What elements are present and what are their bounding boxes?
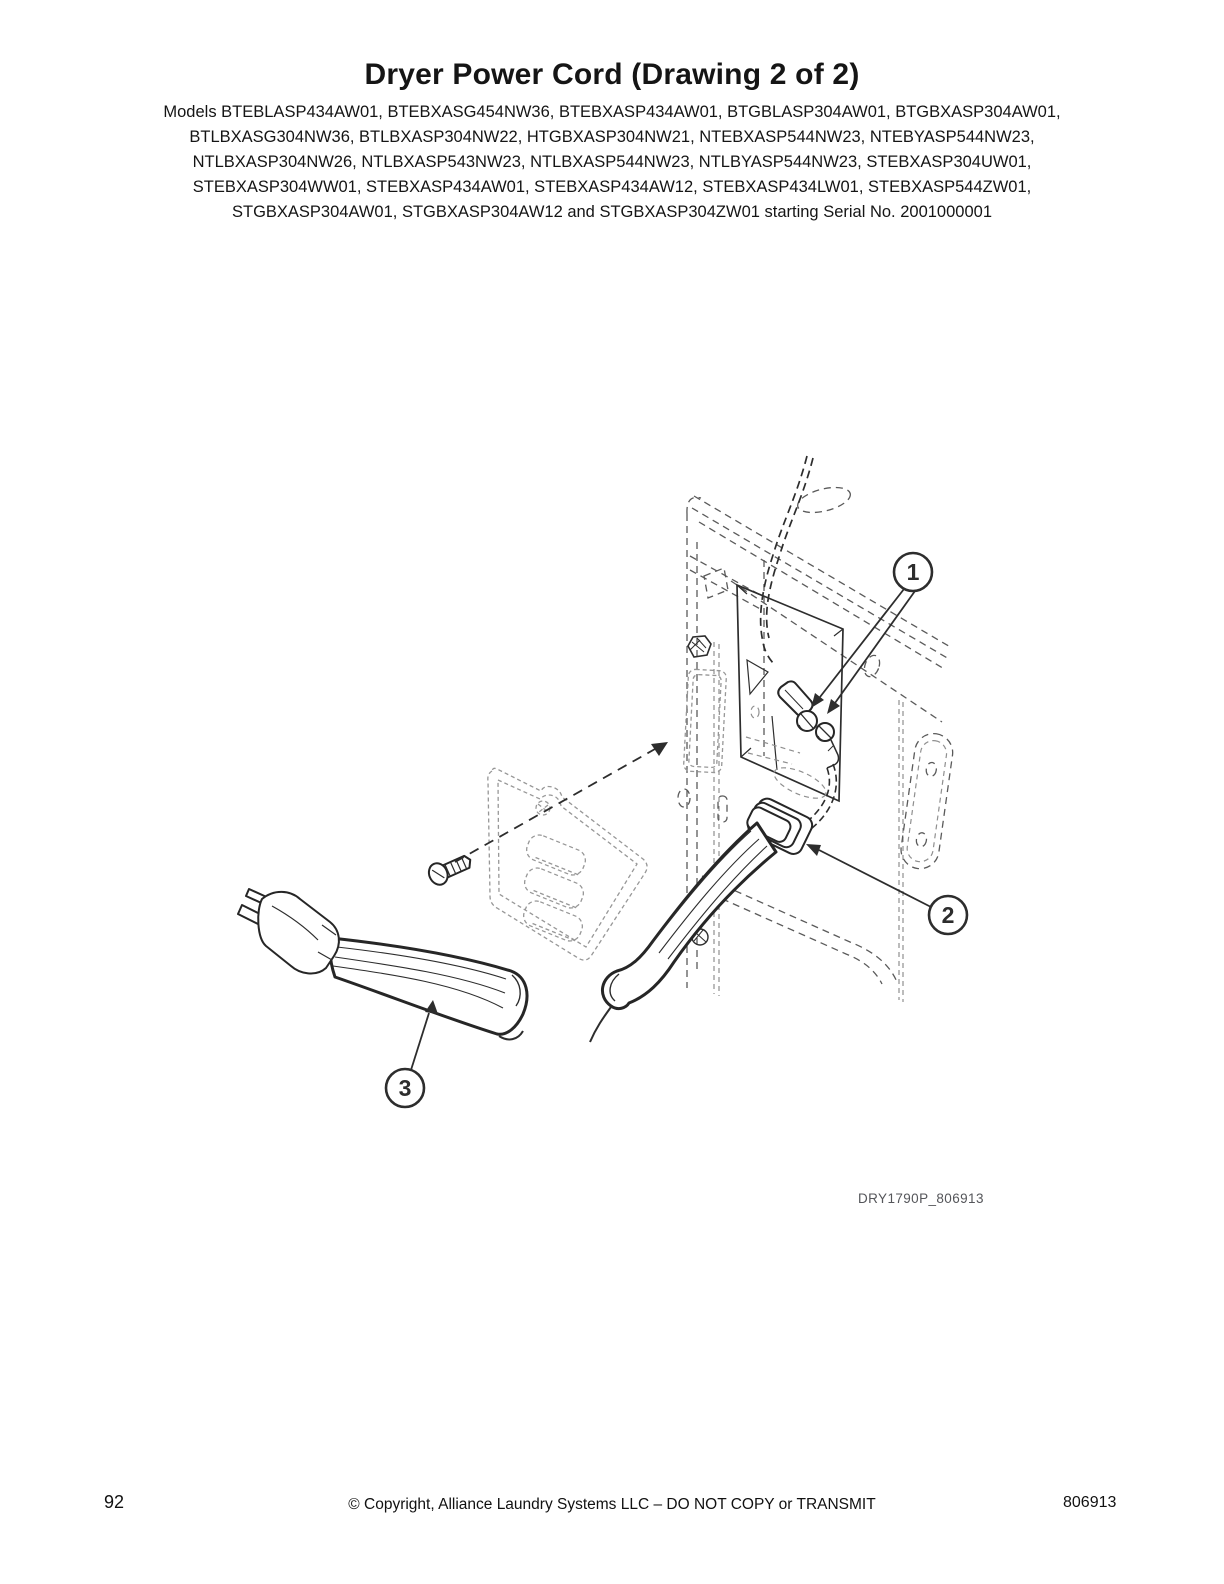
footer-doc-number: 806913 (1063, 1494, 1117, 1511)
power-cord-upper (590, 823, 776, 1042)
power-plug (238, 889, 339, 974)
louver-slot (520, 898, 585, 945)
svg-text:3: 3 (398, 1075, 412, 1101)
callout-2 (806, 844, 967, 934)
models-line: BTLBXASG304NW36, BTLBXASP304NW22, HTGBXASP304NW21, NTEBXASP544NW23, NTEBYASP544NW23, (189, 128, 1035, 146)
svg-text:1: 1 (906, 559, 920, 585)
callout-1 (811, 553, 932, 714)
models-line: Models BTEBLASP434AW01, BTEBXASG454NW36, BTEBXASP434AW01, BTGBLASP304AW01, BTGBXASP304AW01, (163, 103, 1061, 121)
drawing-reference: DRY1790P_806913 (858, 1191, 984, 1206)
callout-3 (386, 1000, 438, 1107)
models-line: STGBXASP304AW01, STGBXASP304AW12 and STGBXASP304ZW01 starting Serial No. 2001000001 (231, 203, 992, 221)
models-line: NTLBXASP304NW26, NTLBXASP543NW23, NTLBXASP544NW23, NTLBYASP544NW23, STEBXASP304UW01, (192, 153, 1032, 171)
louver-slot (523, 832, 588, 879)
footer-page-number: 92 (104, 1492, 125, 1512)
svg-text:2: 2 (941, 902, 955, 928)
install-direction-arrow (455, 742, 668, 862)
power-cord-with-plug (238, 889, 527, 1039)
louver-slot (521, 865, 586, 912)
page-title: Dryer Power Cord (Drawing 2 of 2) (364, 58, 860, 91)
access-cover-plate (488, 768, 647, 960)
hex-bolt (688, 636, 711, 657)
models-line: STEBXASP304WW01, STEBXASP434AW01, STEBXASP434AW12, STEBXASP434LW01, STEBXASP544ZW01, (192, 178, 1032, 196)
ground-wire (761, 456, 813, 663)
footer-copyright: © Copyright, Alliance Laundry Systems LLC – DO NOT COPY or TRANSMIT (348, 1496, 876, 1513)
cover-screw (426, 850, 475, 888)
